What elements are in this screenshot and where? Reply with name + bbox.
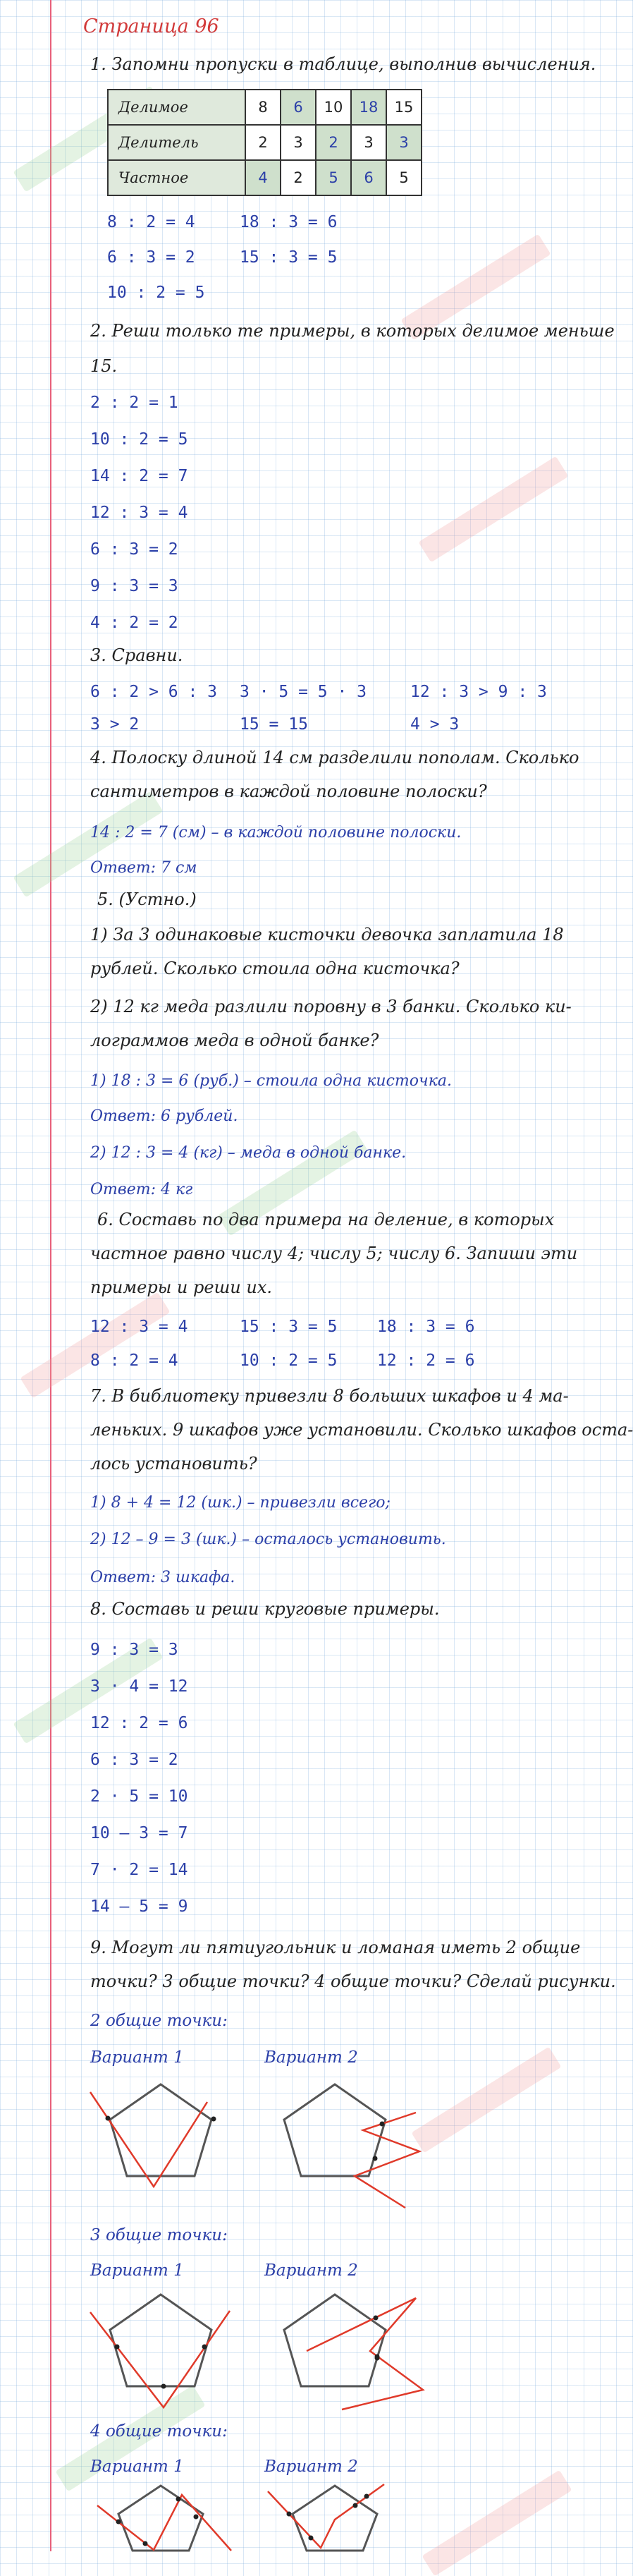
variant-label: Вариант 2 <box>264 2457 358 2476</box>
task5-question: 2) 12 кг меда разлили поровну в 3 банки. Сколько ки- <box>90 997 572 1016</box>
task6-text: 6. Составь по два примера на деление, в которых <box>97 1210 555 1229</box>
pentagon-figure <box>264 2074 426 2215</box>
intersection-point <box>143 2541 148 2546</box>
polyline <box>90 2311 230 2407</box>
answer-line: 4 > 3 <box>410 715 460 734</box>
answer-line: 3 > 2 <box>90 715 140 734</box>
intersection-point <box>287 2512 292 2517</box>
answer-line: 6 : 3 = 2 <box>90 1751 178 1769</box>
intersection-point <box>161 2384 166 2389</box>
intersection-point <box>373 2156 378 2161</box>
task8-text: 8. Составь и реши круговые примеры. <box>90 1599 440 1619</box>
answer-line: 9 : 3 = 3 <box>90 1641 178 1659</box>
pentagon <box>284 2295 386 2386</box>
watermark <box>13 791 163 898</box>
row-label: Делимое <box>108 90 245 125</box>
variant-label: Вариант 1 <box>90 2457 184 2476</box>
table-cell: 6 <box>281 90 316 125</box>
section-title: 2 общие точки: <box>90 2012 228 2030</box>
task5-question: рублей. Сколько стоила одна кисточка? <box>90 959 460 978</box>
margin-line <box>50 0 51 2551</box>
intersection-point <box>353 2503 358 2508</box>
table-cell: 5 <box>316 160 351 195</box>
intersection-point <box>380 2122 385 2127</box>
task7-text: лось установить? <box>90 1454 257 1474</box>
task4-text: сантиметров в каждой половине полоски? <box>90 782 487 801</box>
polyline <box>90 2092 207 2187</box>
pentagon <box>284 2084 386 2176</box>
task9-text: 9. Могут ли пятиугольник и ломаная иметь 2 общие <box>90 1938 581 1957</box>
answer-line: 8 : 2 = 4 <box>107 213 195 231</box>
row-label: Делитель <box>108 125 245 160</box>
answer-line: 6 : 2 > 6 : 3 <box>90 683 218 701</box>
table-cell: 18 <box>351 90 386 125</box>
watermark <box>422 2470 572 2576</box>
watermark <box>411 2047 561 2153</box>
answer-line: 2 : 2 = 1 <box>90 394 178 412</box>
solution-line: 2) 12 – 9 = 3 (шк.) – осталось установить. <box>90 1531 446 1548</box>
division-table <box>107 89 422 196</box>
answer-line: 14 : 2 = 7 <box>90 467 188 485</box>
intersection-point <box>176 2497 181 2502</box>
variant-label: Вариант 2 <box>264 2048 358 2067</box>
pentagon <box>110 2084 211 2176</box>
intersection-point <box>364 2494 369 2499</box>
answer-line: 12 : 2 = 6 <box>377 1351 475 1370</box>
pentagon-figure <box>90 2284 231 2418</box>
task5-header: 5. (Устно.) <box>97 889 197 909</box>
solution-line: 14 : 2 = 7 (см) – в каждой половине полоски. <box>90 824 462 842</box>
variant-label: Вариант 1 <box>90 2261 184 2280</box>
table-cell: 2 <box>316 125 351 160</box>
answer-line: 18 : 3 = 6 <box>240 213 338 231</box>
task3-text: 3. Сравни. <box>90 645 183 665</box>
answer-text: Ответ: 4 кг <box>90 1181 193 1198</box>
table-cell: 3 <box>281 125 316 160</box>
answer-line: 12 : 3 > 9 : 3 <box>410 683 547 701</box>
table-cell: 3 <box>386 125 422 160</box>
pentagon <box>110 2295 211 2386</box>
table-cell: 4 <box>245 160 281 195</box>
variant-label: Вариант 1 <box>90 2048 184 2067</box>
table-cell: 5 <box>386 160 422 195</box>
pentagon-figure <box>264 2284 426 2418</box>
answer-text: Ответ: 6 рублей. <box>90 1107 238 1125</box>
variant-label: Вариант 2 <box>264 2261 358 2280</box>
answer-line: 6 : 3 = 2 <box>107 248 195 267</box>
answer-text: Ответ: 7 см <box>90 859 197 877</box>
task6-text: частное равно числу 4; числу 5; числу 6. Запиши эти <box>90 1244 578 1263</box>
answer-line: 9 : 3 = 3 <box>90 577 178 595</box>
solution-line: 1) 8 + 4 = 12 (шк.) – привезли всего; <box>90 1494 391 1512</box>
task7-text: леньких. 9 шкафов уже установили. Сколько шкафов оста- <box>90 1420 633 1440</box>
answer-text: Ответ: 3 шкафа. <box>90 1569 235 1586</box>
task2-text: 2. Реши только те примеры, в которых делимое меньше <box>90 321 615 341</box>
pentagon-figure <box>90 2477 245 2551</box>
answer-line: 10 : 2 = 5 <box>107 284 205 302</box>
intersection-point <box>115 2345 120 2350</box>
solution-line: 2) 12 : 3 = 4 (кг) – меда в одной банке. <box>90 1144 407 1162</box>
answer-line: 12 : 3 = 4 <box>90 504 188 522</box>
table-row <box>108 90 422 125</box>
answer-line: 2 · 5 = 10 <box>90 1787 188 1806</box>
task5-question: 1) За 3 одинаковые кисточки девочка заплатила 18 <box>90 925 564 944</box>
intersection-point <box>211 2117 216 2122</box>
task4-text: 4. Полоску длиной 14 см разделили пополам. Сколько <box>90 748 579 767</box>
answer-line: 4 : 2 = 2 <box>90 614 178 632</box>
pentagon-figure <box>264 2477 419 2551</box>
section-title: 4 общие точки: <box>90 2422 228 2441</box>
watermark <box>418 456 568 563</box>
answer-line: 18 : 3 = 6 <box>377 1318 475 1336</box>
pentagon <box>118 2486 203 2551</box>
pentagon-figure <box>90 2074 231 2215</box>
intersection-point <box>309 2536 314 2541</box>
answer-line: 8 : 2 = 4 <box>90 1351 178 1370</box>
row-label: Частное <box>108 160 245 195</box>
table-row <box>108 125 422 160</box>
solution-line: 1) 18 : 3 = 6 (руб.) – стоила одна кисточка. <box>90 1072 452 1090</box>
answer-line: 15 : 3 = 5 <box>240 1318 338 1336</box>
page-title: Страница 96 <box>83 16 219 37</box>
answer-line: 12 : 3 = 4 <box>90 1318 188 1336</box>
task1-text: 1. Запомни пропуски в таблице, выполнив вычисления. <box>90 54 596 74</box>
intersection-point <box>374 2316 379 2321</box>
intersection-point <box>375 2355 380 2359</box>
intersection-point <box>194 2515 199 2520</box>
task7-text: 7. В библиотеку привезли 8 больших шкафов и 4 ма- <box>90 1386 569 1406</box>
table-cell: 6 <box>351 160 386 195</box>
table-cell: 2 <box>245 125 281 160</box>
table-cell: 8 <box>245 90 281 125</box>
intersection-point <box>106 2116 111 2121</box>
polyline <box>355 2113 419 2208</box>
section-title: 3 общие точки: <box>90 2226 228 2244</box>
task9-text: точки? 3 общие точки? 4 общие точки? Сделай рисунки. <box>90 1972 616 1991</box>
answer-line: 15 : 3 = 5 <box>240 248 338 267</box>
answer-line: 15 = 15 <box>240 715 308 734</box>
answer-line: 10 – 3 = 7 <box>90 1824 188 1842</box>
table-cell: 15 <box>386 90 422 125</box>
answer-line: 7 · 2 = 14 <box>90 1861 188 1879</box>
task6-text: примеры и реши их. <box>90 1277 273 1297</box>
answer-line: 10 : 2 = 5 <box>240 1351 338 1370</box>
answer-line: 14 – 5 = 9 <box>90 1897 188 1916</box>
answer-line: 3 · 5 = 5 · 3 <box>240 683 367 701</box>
table-cell: 3 <box>351 125 386 160</box>
table-cell: 10 <box>316 90 351 125</box>
task5-question: лограммов меда в одной банке? <box>90 1031 379 1050</box>
answer-line: 3 · 4 = 12 <box>90 1677 188 1696</box>
table-row <box>108 160 422 195</box>
answer-line: 12 : 2 = 6 <box>90 1714 188 1732</box>
intersection-point <box>202 2345 207 2350</box>
table-cell: 2 <box>281 160 316 195</box>
task2-text: 15. <box>90 356 118 376</box>
answer-line: 10 : 2 = 5 <box>90 430 188 449</box>
intersection-point <box>116 2520 121 2525</box>
answer-line: 6 : 3 = 2 <box>90 540 178 559</box>
